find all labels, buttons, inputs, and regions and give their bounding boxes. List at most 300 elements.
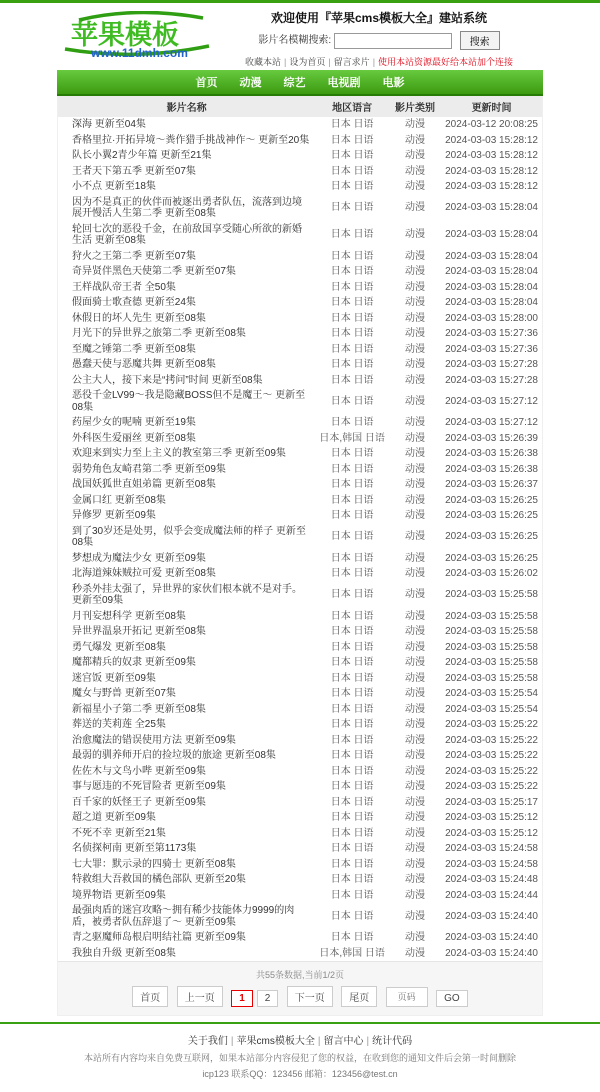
movie-title-link[interactable]: 境界物语 更新至09集 [72, 889, 166, 901]
movie-region-cell: 日本 日语 [330, 796, 374, 808]
movie-title-link[interactable]: 欢迎来到实力至上主义的教室第三季 更新至09集 [72, 448, 286, 459]
movie-region-cell: 日本 日语 [330, 688, 374, 699]
table-row [58, 195, 542, 222]
movie-title-cell [58, 717, 315, 733]
movie-title-link[interactable]: 战国妖狐世直姐弟篇 更新至08集 [72, 479, 216, 490]
movie-title-cell [58, 795, 315, 811]
movie-title-link[interactable]: 梦想成为魔法少女 更新至09集 [72, 552, 206, 564]
table-row [58, 872, 542, 888]
movie-region-cell: 日本 日语 [330, 229, 374, 241]
movie-category-cell [389, 733, 441, 749]
movie-region-cell: 日本 日语 [330, 874, 374, 885]
movie-title-link[interactable]: 新福星小子第二季 更新至08集 [72, 703, 206, 715]
movie-region-cell: 日本 日语 [330, 843, 374, 854]
movie-category-link[interactable]: 动漫 [405, 568, 426, 579]
table-row [58, 446, 542, 462]
table-row [58, 326, 542, 342]
movie-category-cell [389, 930, 441, 946]
movie-updated-cell: 2024-03-03 15:25:54 [445, 688, 538, 699]
movie-category-cell [389, 702, 441, 718]
movie-title-link[interactable]: 至魔之锤第二季 更新至08集 [72, 343, 196, 355]
movie-title-link[interactable]: 队长小翼2青少年篇 更新至21集 [72, 150, 212, 161]
site-header [57, 3, 543, 70]
movie-category-link[interactable]: 动漫 [405, 812, 426, 823]
movie-region-cell: 日本 日语 [330, 734, 374, 746]
movie-title-link[interactable]: 魔都精兵的奴隶 更新至09集 [72, 657, 196, 668]
movie-category-link[interactable]: 动漫 [405, 417, 426, 428]
movie-title-link[interactable]: 小不点 更新至18集 [72, 181, 156, 192]
movie-title-link[interactable]: 青之驱魔师岛根启明结社篇 更新至09集 [72, 932, 246, 943]
movie-region-cell: 日本 日语 [330, 626, 374, 637]
movie-title-link[interactable]: 公主大人，接下来是“拷问”时间 更新至08集 [72, 374, 263, 386]
movie-region-cell: 日本,韩国 日语 [319, 432, 385, 444]
footer-link[interactable]: 苹果cms模板大全 [236, 1036, 315, 1047]
movie-title-link[interactable]: 异世界温泉开拓记 更新至08集 [72, 626, 206, 637]
table-row [58, 117, 542, 133]
movie-title-cell [58, 164, 315, 180]
movie-category-link[interactable]: 动漫 [405, 626, 426, 637]
movie-title-link[interactable]: 金属口红 更新至08集 [72, 494, 166, 506]
movie-title-link[interactable]: 事与愿违的不死冒险者 更新至09集 [72, 781, 226, 792]
movie-updated-cell: 2024-03-03 15:25:12 [445, 827, 538, 839]
separator: | [230, 1036, 234, 1047]
movie-region-cell: 日本 日语 [330, 165, 374, 177]
table-row [58, 524, 542, 551]
separator: | [283, 57, 287, 67]
movie-category-link[interactable]: 动漫 [405, 703, 426, 715]
movie-updated-cell: 2024-03-03 15:27:12 [445, 395, 538, 407]
movie-region-cell: 日本 日语 [330, 297, 374, 308]
movie-category-link[interactable]: 动漫 [405, 672, 426, 684]
movie-region-cell: 日本 日语 [330, 641, 374, 653]
movie-updated-cell: 2024-03-03 15:25:58 [445, 610, 538, 622]
separator: | [317, 1036, 321, 1047]
movie-updated-cell: 2024-03-03 15:28:12 [445, 181, 538, 192]
movie-region-cell: 日本 日语 [330, 202, 374, 214]
movie-title-link[interactable]: 治愈魔法的错误使用方法 更新至09集 [72, 734, 236, 746]
movie-category-link[interactable]: 动漫 [405, 947, 426, 959]
site-footer [0, 1022, 600, 1092]
movie-title-cell [58, 655, 315, 671]
movie-title-cell [58, 357, 315, 373]
movie-updated-cell: 2024-03-12 20:08:25 [445, 119, 538, 130]
movie-updated-cell: 2024-03-03 15:28:12 [445, 134, 538, 146]
movie-region-cell: 日本 日语 [330, 765, 374, 777]
table-row [58, 179, 542, 195]
movie-updated-cell: 2024-03-03 15:24:40 [445, 932, 538, 943]
movie-title-cell [58, 462, 315, 478]
table-row [58, 779, 542, 795]
table-row [58, 493, 542, 509]
nav-item-1[interactable]: 首页 [195, 77, 218, 89]
movie-updated-cell: 2024-03-03 15:25:22 [445, 750, 538, 761]
movie-category-cell [389, 566, 441, 582]
movie-title-link[interactable]: 因为不是真正的伙伴而被逐出勇者队伍，流落到边境展开慢活人生第二季 更新至08集 [72, 196, 302, 219]
movie-title-link[interactable]: 魔女与野兽 更新至07集 [72, 688, 176, 699]
movie-title-link[interactable]: 不死不幸 更新至21集 [72, 827, 166, 839]
movie-title-cell [58, 195, 315, 222]
movie-category-cell [389, 841, 441, 857]
movie-title-cell [58, 133, 315, 149]
movie-updated-cell: 2024-03-03 15:24:58 [445, 858, 538, 870]
movie-region-cell: 日本 日语 [330, 589, 374, 601]
footer-link[interactable]: 统计代码 [372, 1036, 413, 1047]
movie-title-link[interactable]: 外科医生爱丽丝 更新至08集 [72, 432, 196, 444]
movie-title-link[interactable]: 北海道辣妹贼拉可爱 更新至08集 [72, 568, 216, 579]
movie-title-cell [58, 686, 315, 702]
movie-region-cell: 日本 日语 [330, 719, 374, 730]
movie-category-link[interactable]: 动漫 [405, 395, 426, 407]
movie-category-link[interactable]: 动漫 [405, 610, 426, 622]
movie-updated-cell: 2024-03-03 15:25:58 [445, 589, 538, 601]
movie-region-cell: 日本 日语 [330, 494, 374, 506]
movie-title-cell [58, 508, 315, 524]
movie-region-cell: 日本 日语 [330, 910, 374, 922]
movie-category-link[interactable]: 动漫 [405, 250, 426, 262]
movie-title-cell [58, 295, 315, 311]
table-row [58, 903, 542, 930]
movie-title-link[interactable]: 我独自升级 更新至08集 [72, 947, 176, 959]
quick-link[interactable]: 设为首页 [289, 57, 326, 67]
movie-category-link[interactable]: 动漫 [405, 266, 426, 277]
footer-link[interactable]: 关于我们 [187, 1036, 228, 1047]
page-number-input[interactable] [386, 987, 428, 1007]
table-row [58, 133, 542, 149]
movie-title-link[interactable]: 王者天下第五季 更新至07集 [72, 165, 196, 177]
movie-category-link[interactable]: 动漫 [405, 657, 426, 668]
nav-item-3[interactable]: 综艺 [283, 77, 306, 89]
movie-category-link[interactable]: 动漫 [405, 297, 426, 308]
movie-title-link[interactable]: 超之道 更新至09集 [72, 812, 156, 823]
movie-category-link[interactable]: 动漫 [405, 734, 426, 746]
movie-title-cell [58, 264, 315, 280]
movie-region-cell: 日本 日语 [330, 750, 374, 761]
last-page-button[interactable]: 尾页 [341, 986, 377, 1007]
quick-link[interactable]: 收藏本站 [244, 57, 281, 67]
movie-title-cell [58, 702, 315, 718]
movie-category-link[interactable]: 动漫 [405, 181, 426, 192]
movie-category-cell [389, 164, 441, 180]
table-row [58, 264, 542, 280]
movie-category-cell [389, 295, 441, 311]
nav-item-4[interactable]: 电视剧 [327, 77, 361, 89]
search-input[interactable] [334, 33, 452, 49]
column-header: 影片类别 [389, 96, 441, 117]
movie-updated-cell: 2024-03-03 15:26:39 [445, 432, 538, 444]
movie-region-cell: 日本 日语 [330, 510, 374, 521]
movie-category-cell [389, 946, 441, 962]
table-row [58, 566, 542, 582]
table-row [58, 640, 542, 656]
movie-title-link[interactable]: 最弱的驯养师开启的捡垃圾的旅途 更新至08集 [72, 750, 276, 761]
movie-updated-cell: 2024-03-03 15:24:48 [445, 874, 538, 885]
table-row [58, 733, 542, 749]
movie-category-link[interactable]: 动漫 [405, 719, 426, 730]
page-numbers [229, 988, 280, 1005]
movie-title-cell [58, 671, 315, 687]
table-row [58, 477, 542, 493]
movie-category-cell [389, 857, 441, 873]
movie-region-cell: 日本 日语 [330, 328, 374, 339]
movie-title-cell [58, 524, 315, 551]
movie-region-cell: 日本 日语 [330, 417, 374, 428]
table-row [58, 946, 542, 962]
movie-category-link[interactable]: 动漫 [405, 858, 426, 870]
movie-title-cell [58, 373, 315, 389]
search-bar [215, 31, 543, 50]
table-row [58, 702, 542, 718]
pagination-summary: 共55条数据,当前1/2页 [255, 970, 345, 980]
table-row [58, 388, 542, 415]
movie-category-cell [389, 717, 441, 733]
movie-region-cell: 日本 日语 [330, 250, 374, 262]
movie-category-cell [389, 640, 441, 656]
movie-region-cell: 日本 日语 [330, 657, 374, 668]
site-logo[interactable] [57, 11, 215, 64]
logo-url-text: www.11dmh.com [91, 46, 188, 59]
movie-title-link[interactable]: 香格里拉·开拓异境～粪作猎手挑战神作～ 更新至20集 [72, 134, 310, 146]
movie-updated-cell: 2024-03-03 15:25:58 [445, 672, 538, 684]
movie-updated-cell: 2024-03-03 15:24:44 [445, 889, 538, 901]
movie-updated-cell: 2024-03-03 15:26:37 [445, 479, 538, 490]
movie-title-link[interactable]: 轮回七次的恶役千金，在前敌国享受随心所欲的新婚生活 更新至08集 [72, 223, 302, 246]
movie-category-cell [389, 264, 441, 280]
quick-link[interactable]: 留言求片 [333, 57, 370, 67]
movie-category-link[interactable]: 动漫 [405, 202, 426, 214]
movie-title-link[interactable]: 月光下的异世界之旅第二季 更新至08集 [72, 328, 246, 339]
table-row [58, 655, 542, 671]
movie-title-link[interactable]: 七大罪：默示录的四骑士 更新至08集 [72, 858, 236, 870]
table-row [58, 764, 542, 780]
movie-updated-cell: 2024-03-03 15:25:54 [445, 703, 538, 715]
movie-title-cell [58, 841, 315, 857]
movie-title-link[interactable]: 休假日的坏人先生 更新至08集 [72, 312, 206, 324]
table-row [58, 342, 542, 358]
movie-title-cell [58, 431, 315, 447]
movie-category-link[interactable]: 动漫 [405, 641, 426, 653]
search-button[interactable]: 搜索 [460, 31, 500, 50]
table-row [58, 148, 542, 164]
movie-title-cell [58, 930, 315, 946]
page-number-1[interactable]: 1 [231, 990, 253, 1007]
movie-category-link[interactable]: 动漫 [405, 119, 426, 130]
movie-title-link[interactable]: 最强肉盾的迷宫攻略～拥有稀少技能体力9999的肉盾，被勇者队伍辞退了～ 更新至09集 [72, 905, 295, 928]
movie-updated-cell: 2024-03-03 15:28:12 [445, 150, 538, 161]
movie-region-cell: 日本 日语 [330, 672, 374, 684]
movie-category-link[interactable]: 动漫 [405, 281, 426, 293]
footer-disclaimer: 本站所有内容均来自免费互联网，如果本站部分内容侵犯了您的权益，在收到您的通知文件后会第一时间删除 [83, 1053, 516, 1063]
page-number-2[interactable]: 2 [257, 990, 279, 1007]
movie-updated-cell: 2024-03-03 15:26:25 [445, 510, 538, 521]
movie-category-cell [389, 311, 441, 327]
movie-title-cell [58, 779, 315, 795]
movie-title-link[interactable]: 秒杀外挂太强了，异世界的家伙们根本就不是对手。 更新至09集 [72, 583, 302, 606]
movie-category-link[interactable]: 动漫 [405, 150, 426, 161]
movie-category-link[interactable]: 动漫 [405, 510, 426, 521]
movie-category-cell [389, 357, 441, 373]
movie-category-link[interactable]: 动漫 [405, 165, 426, 177]
movie-category-link[interactable]: 动漫 [405, 432, 426, 444]
separator: | [372, 57, 376, 67]
movie-updated-cell: 2024-03-03 15:27:36 [445, 328, 538, 339]
movie-title-link[interactable]: 王样战队帝王者 全50集 [72, 281, 176, 293]
movie-title-link[interactable]: 特救组大吾救国的橘色部队 更新至20集 [72, 874, 246, 885]
movie-title-link[interactable]: 药屋少女的呢喃 更新至19集 [72, 417, 196, 428]
movie-title-link[interactable]: 佐佐木与文鸟小哔 更新至09集 [72, 765, 206, 777]
movie-category-link[interactable]: 动漫 [405, 796, 426, 808]
movie-category-link[interactable]: 动漫 [405, 750, 426, 761]
movie-title-link[interactable]: 勇气爆发 更新至08集 [72, 641, 166, 653]
movie-category-link[interactable]: 动漫 [405, 589, 426, 601]
movie-title-link[interactable]: 愚蠢天使与恶魔共舞 更新至08集 [72, 359, 216, 370]
movie-title-link[interactable]: 月刊妄想科学 更新至08集 [72, 610, 186, 622]
table-row [58, 671, 542, 687]
movie-title-link[interactable]: 奇异贤伴黑色天使第二季 更新至07集 [72, 266, 236, 277]
movie-category-cell [389, 249, 441, 265]
movie-title-link[interactable]: 异修罗 更新至09集 [72, 510, 156, 521]
movie-category-link[interactable]: 动漫 [405, 229, 426, 241]
movie-category-link[interactable]: 动漫 [405, 479, 426, 490]
movie-category-link[interactable]: 动漫 [405, 827, 426, 839]
movie-title-link[interactable]: 名侦探柯南 更新至第1173集 [72, 843, 197, 854]
movie-category-link[interactable]: 动漫 [405, 374, 426, 386]
movie-updated-cell: 2024-03-03 15:26:25 [445, 552, 538, 564]
movie-updated-cell: 2024-03-03 15:24:40 [445, 947, 538, 959]
go-button[interactable]: GO [436, 990, 468, 1007]
movie-updated-cell: 2024-03-03 15:28:04 [445, 202, 538, 214]
table-row [58, 373, 542, 389]
movie-title-cell [58, 810, 315, 826]
movie-region-cell: 日本 日语 [330, 448, 374, 459]
movie-updated-cell: 2024-03-03 15:27:28 [445, 359, 538, 370]
movie-category-cell [389, 462, 441, 478]
movie-updated-cell: 2024-03-03 15:26:02 [445, 568, 538, 579]
movie-category-link[interactable]: 动漫 [405, 448, 426, 459]
movie-category-cell [389, 508, 441, 524]
movie-updated-cell: 2024-03-03 15:25:58 [445, 657, 538, 668]
movie-region-cell: 日本 日语 [330, 312, 374, 324]
movie-category-link[interactable]: 动漫 [405, 463, 426, 475]
movie-category-link[interactable]: 动漫 [405, 765, 426, 777]
movie-region-cell: 日本 日语 [330, 610, 374, 622]
first-page-button[interactable]: 首页 [132, 986, 168, 1007]
main-nav [57, 70, 543, 96]
movie-table [58, 96, 542, 961]
footer-link[interactable]: 留言中心 [323, 1036, 364, 1047]
movie-category-link[interactable]: 动漫 [405, 312, 426, 324]
movie-category-cell [389, 179, 441, 195]
movie-category-link[interactable]: 动漫 [405, 874, 426, 885]
movie-updated-cell: 2024-03-03 15:28:00 [445, 312, 538, 324]
movie-updated-cell: 2024-03-03 15:28:04 [445, 266, 538, 277]
movie-category-link[interactable]: 动漫 [405, 889, 426, 901]
nav-item-5[interactable]: 电影 [382, 77, 405, 89]
movie-title-cell [58, 249, 315, 265]
movie-region-cell: 日本 日语 [330, 479, 374, 490]
movie-title-link[interactable]: 葬送的芙莉莲 全25集 [72, 719, 166, 730]
movie-updated-cell: 2024-03-03 15:27:28 [445, 374, 538, 386]
movie-category-cell [389, 342, 441, 358]
movie-title-cell [58, 903, 315, 930]
movie-title-link[interactable]: 迷宫饭 更新至09集 [72, 672, 156, 684]
movie-updated-cell: 2024-03-03 15:28:12 [445, 165, 538, 177]
movie-category-link[interactable]: 动漫 [405, 134, 426, 146]
prev-page-button[interactable]: 上一页 [177, 986, 223, 1007]
movie-category-cell [389, 748, 441, 764]
table-row [58, 311, 542, 327]
movie-updated-cell: 2024-03-03 15:26:38 [445, 463, 538, 475]
movie-title-link[interactable]: 到了30岁还是处男，似乎会变成魔法师的样子 更新至08集 [72, 525, 306, 548]
table-row [58, 295, 542, 311]
movie-title-cell [58, 446, 315, 462]
table-row [58, 686, 542, 702]
movie-category-link[interactable]: 动漫 [405, 359, 426, 370]
movie-title-link[interactable]: 深海 更新至04集 [72, 119, 146, 130]
movie-region-cell: 日本 日语 [330, 552, 374, 564]
movie-category-cell [389, 779, 441, 795]
resource-link-notice[interactable]: 使用本站资源最好给本站加个连接 [378, 57, 514, 67]
movie-title-link[interactable]: 假面骑士歌查德 更新至24集 [72, 297, 196, 308]
movie-category-link[interactable]: 动漫 [405, 688, 426, 699]
table-row [58, 857, 542, 873]
movie-updated-cell: 2024-03-03 15:26:38 [445, 448, 538, 459]
movie-category-cell [389, 195, 441, 222]
movie-category-cell [389, 686, 441, 702]
movie-category-link[interactable]: 动漫 [405, 343, 426, 355]
table-row [58, 748, 542, 764]
movie-title-cell [58, 179, 315, 195]
movie-category-link[interactable]: 动漫 [405, 494, 426, 506]
movie-category-link[interactable]: 动漫 [405, 552, 426, 564]
table-row [58, 717, 542, 733]
nav-item-2[interactable]: 动漫 [239, 77, 262, 89]
movie-updated-cell: 2024-03-03 15:25:58 [445, 626, 538, 637]
movie-region-cell: 日本 日语 [330, 781, 374, 792]
table-row [58, 582, 542, 609]
movie-category-link[interactable]: 动漫 [405, 531, 426, 543]
movie-updated-cell: 2024-03-03 15:25:22 [445, 765, 538, 777]
movie-title-cell [58, 280, 315, 296]
movie-region-cell: 日本 日语 [330, 889, 374, 901]
movie-title-cell [58, 609, 315, 625]
movie-updated-cell: 2024-03-03 15:24:58 [445, 843, 538, 854]
movie-updated-cell: 2024-03-03 15:27:36 [445, 343, 538, 355]
movie-title-cell [58, 857, 315, 873]
movie-title-cell [58, 388, 315, 415]
movie-title-cell [58, 888, 315, 904]
movie-category-link[interactable]: 动漫 [405, 932, 426, 943]
table-row [58, 826, 542, 842]
movie-region-cell: 日本 日语 [330, 359, 374, 370]
movie-category-link[interactable]: 动漫 [405, 910, 426, 922]
movie-title-link[interactable]: 狩火之王第二季 更新至07集 [72, 250, 196, 262]
movie-category-link[interactable]: 动漫 [405, 328, 426, 339]
movie-title-link[interactable]: 恶役千金LV99～我是隐藏BOSS但不是魔王～ 更新至08集 [72, 390, 306, 413]
movie-region-cell: 日本,韩国 日语 [319, 947, 385, 959]
movie-category-link[interactable]: 动漫 [405, 781, 426, 792]
separator: | [328, 57, 331, 67]
movie-title-link[interactable]: 弱势角色友崎君第二季 更新至09集 [72, 463, 226, 475]
next-page-button[interactable]: 下一页 [287, 986, 333, 1007]
movie-category-cell [389, 148, 441, 164]
movie-category-cell [389, 671, 441, 687]
movie-title-link[interactable]: 百千家的妖怪王子 更新至09集 [72, 796, 206, 808]
table-row [58, 841, 542, 857]
movie-category-link[interactable]: 动漫 [405, 843, 426, 854]
movie-title-cell [58, 342, 315, 358]
column-header: 更新时间 [441, 96, 542, 117]
header-right [215, 7, 543, 68]
